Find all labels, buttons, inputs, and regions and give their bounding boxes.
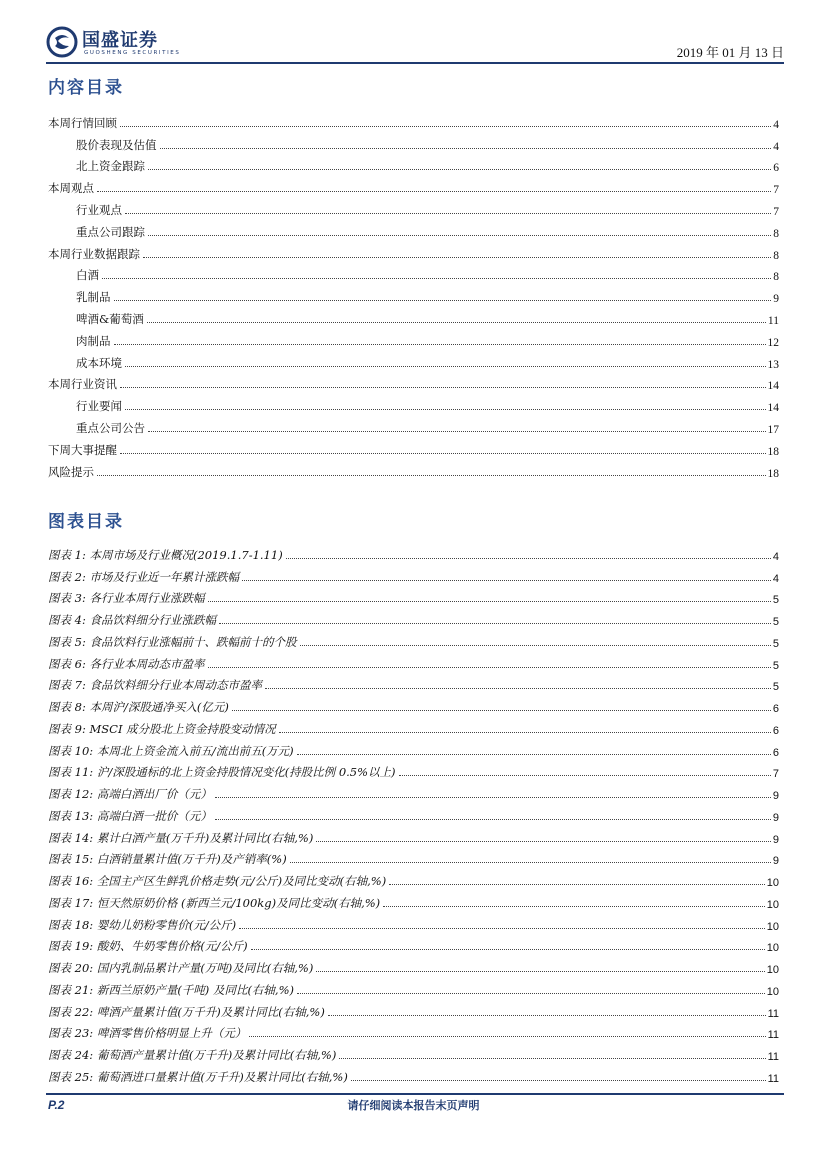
dot-leader xyxy=(125,366,766,367)
figure-entry-label: 图表 1: 本周市场及行业概况(2019.1.7-1.11) xyxy=(48,547,283,562)
toc-entry[interactable] xyxy=(48,153,779,175)
toc-entry-label: 重点公司跟踪 xyxy=(76,224,145,239)
figure-entry[interactable] xyxy=(48,693,779,715)
figure-entry-label: 图表 21: 新西兰原奶产量(千吨) 及同比(右轴,%) xyxy=(48,982,295,997)
figure-entry[interactable] xyxy=(48,715,779,737)
figure-entry[interactable] xyxy=(48,650,779,672)
dot-leader xyxy=(286,558,771,559)
toc-entry[interactable] xyxy=(48,305,779,327)
toc-entry-page: 8 xyxy=(773,249,779,262)
toc-entry[interactable] xyxy=(48,327,779,349)
dot-leader xyxy=(147,322,766,323)
figure-entry-page: 5 xyxy=(772,637,779,650)
toc-entry[interactable] xyxy=(48,414,779,436)
toc-entry[interactable] xyxy=(48,371,779,393)
toc-entry-label: 股价表现及估值 xyxy=(76,137,157,152)
toc-entry-page: 14 xyxy=(767,402,779,415)
logo-chinese-text: 国盛证券 xyxy=(82,30,158,51)
list-of-figures xyxy=(48,541,779,1085)
figure-entry-page: 10 xyxy=(766,942,779,955)
figure-entry-page: 4 xyxy=(772,572,779,585)
figure-entry-page: 10 xyxy=(766,985,779,998)
toc-entry-label: 本周观点 xyxy=(48,181,94,196)
figure-entry-page: 10 xyxy=(766,964,779,976)
toc-entry[interactable] xyxy=(48,174,779,196)
figure-entry-page: 11 xyxy=(767,1072,779,1085)
dot-leader xyxy=(208,667,771,668)
toc-entry[interactable] xyxy=(48,131,779,153)
figure-entry-label: 图表 3: 各行业本周行业涨跌幅 xyxy=(48,591,205,606)
toc-entry-page: 18 xyxy=(767,467,779,480)
dot-leader xyxy=(125,213,771,214)
dot-leader xyxy=(300,645,771,646)
figure-entry[interactable] xyxy=(48,954,779,976)
figure-entry[interactable] xyxy=(48,933,779,955)
toc-entry[interactable] xyxy=(48,218,779,240)
dot-leader xyxy=(120,453,766,454)
figure-entry-page: 6 xyxy=(772,746,779,759)
figure-entry[interactable] xyxy=(48,563,779,585)
guosheng-logo-icon xyxy=(46,26,78,58)
figure-entry-page: 9 xyxy=(772,833,779,846)
toc-entry-label: 风险提示 xyxy=(48,464,94,479)
logo-english-text: GUOSHENG SECURITIES xyxy=(84,50,181,56)
company-logo xyxy=(46,24,186,64)
toc-entry-page: 4 xyxy=(773,140,779,153)
dot-leader xyxy=(114,300,772,301)
figure-entry-page: 7 xyxy=(772,768,779,781)
toc-entry-label: 肉制品 xyxy=(76,333,111,348)
table-of-contents xyxy=(48,109,779,480)
dot-leader xyxy=(297,754,771,755)
figure-entry-page: 11 xyxy=(767,1007,779,1020)
dot-leader xyxy=(328,1015,766,1016)
toc-entry[interactable] xyxy=(48,196,779,218)
figure-entry-label: 图表 19: 酸奶、牛奶零售价格(元/公斤) xyxy=(48,939,248,954)
toc-entry[interactable] xyxy=(48,349,779,371)
figure-entry-label: 图表 20: 国内乳制品累计产量(万吨)及同比(右轴,%) xyxy=(48,961,314,975)
toc-entry-page: 17 xyxy=(767,423,779,436)
dot-leader xyxy=(339,1058,765,1059)
figure-entry[interactable] xyxy=(48,889,779,911)
toc-entry-page: 18 xyxy=(767,445,779,458)
toc-entry-label: 下周大事提醒 xyxy=(48,442,117,457)
dot-leader xyxy=(249,1036,765,1037)
disclaimer-note: 请仔细阅读本报告末页声明 xyxy=(347,1099,480,1112)
dot-leader xyxy=(160,148,772,149)
figure-entry[interactable] xyxy=(48,867,779,889)
toc-entry-label: 成本环境 xyxy=(76,355,122,370)
figure-entry-label: 图表 8: 本周沪/深股通净买入(亿元) xyxy=(48,700,229,714)
dot-leader xyxy=(351,1080,766,1081)
figure-entry-label: 图表 7: 食品饮料细分行业本周动态市盈率 xyxy=(48,678,263,693)
figure-entry[interactable] xyxy=(48,759,779,781)
toc-entry[interactable] xyxy=(48,436,779,458)
toc-entry-label: 本周行情回顾 xyxy=(48,115,117,130)
figure-entry-label: 图表 14: 累计白酒产量(万千升)及累计同比(右轴,%) xyxy=(48,830,314,845)
toc-entry-label: 乳制品 xyxy=(76,290,111,305)
dot-leader xyxy=(316,841,771,842)
figure-entry-label: 图表 6: 各行业本周动态市盈率 xyxy=(48,656,205,671)
figure-entry-label: 图表 17: 恒天然原奶价格 (新西兰元/100kg)及同比变动(右轴,%) xyxy=(48,895,381,910)
dot-leader xyxy=(97,475,766,476)
figure-entry[interactable] xyxy=(48,976,779,998)
figure-entry-page: 4 xyxy=(772,550,779,563)
toc-entry-label: 重点公司公告 xyxy=(76,420,145,435)
toc-entry-page: 9 xyxy=(773,293,779,306)
toc-entry-page: 8 xyxy=(773,227,779,240)
dot-leader xyxy=(120,126,771,127)
dot-leader xyxy=(114,344,766,345)
dot-leader xyxy=(239,928,765,929)
figure-entry[interactable] xyxy=(48,606,779,628)
dot-leader xyxy=(102,278,771,279)
figure-entry-page: 10 xyxy=(766,898,779,911)
toc-entry-label: 行业要闻 xyxy=(76,399,122,414)
toc-entry-page: 8 xyxy=(773,271,779,284)
toc-entry-page: 14 xyxy=(767,380,779,393)
dot-leader xyxy=(232,710,771,711)
toc-entry[interactable] xyxy=(48,240,779,262)
page-number: P.2 xyxy=(48,1098,65,1112)
toc-entry-label: 啤酒&葡萄酒 xyxy=(76,311,144,326)
figure-entry-label: 图表 22: 啤酒产量累计值(万千升)及累计同比(右轴,%) xyxy=(48,1004,325,1019)
footer-divider xyxy=(46,1093,784,1095)
dot-leader xyxy=(97,191,771,192)
report-date: 2019 年 01 月 13 日 xyxy=(676,45,784,60)
figure-entry[interactable] xyxy=(48,541,779,563)
figure-entry-label: 图表 9: MSCI 成分股北上资金持股变动情况 xyxy=(48,721,276,736)
figure-entry-page: 10 xyxy=(766,877,779,889)
toc-entry-label: 北上资金跟踪 xyxy=(76,159,145,174)
figure-entry-page: 11 xyxy=(767,1051,779,1063)
toc-entry-label: 行业观点 xyxy=(76,202,122,217)
dot-leader xyxy=(125,409,766,410)
dot-leader xyxy=(120,387,766,388)
dot-leader xyxy=(297,993,765,994)
dot-leader xyxy=(265,688,771,689)
figure-entry-page: 6 xyxy=(772,703,779,715)
figure-entry-page: 5 xyxy=(772,659,779,672)
dot-leader xyxy=(290,862,771,863)
figure-entry-page: 6 xyxy=(772,724,779,737)
figure-entry[interactable] xyxy=(48,672,779,694)
figure-entry-label: 图表 25: 葡萄酒进口量累计值(万千升)及累计同比(右轴,%) xyxy=(48,1069,348,1084)
figure-entry[interactable] xyxy=(48,824,779,846)
header-divider xyxy=(46,62,784,64)
dot-leader xyxy=(143,257,771,258)
toc-entry-page: 12 xyxy=(767,336,779,349)
figure-entry-page: 9 xyxy=(772,855,779,868)
figure-entry-label: 图表 16: 全国主产区生鲜乳价格走势(元/公斤)及同比变动(右轴,%) xyxy=(48,874,387,888)
figure-entry[interactable] xyxy=(48,737,779,759)
figure-entry-page: 5 xyxy=(772,616,779,628)
dot-leader xyxy=(208,601,771,602)
figure-entry-label: 图表 11: 沪/深股通标的北上资金持股情况变化(持股比例 0.5%以上) xyxy=(48,765,396,780)
figure-entry-label: 图表 23: 啤酒零售价格明显上升（元） xyxy=(48,1026,247,1041)
figure-entry-label: 图表 5: 食品饮料行业涨幅前十、跌幅前十的个股 xyxy=(48,634,297,649)
dot-leader xyxy=(242,580,771,581)
figure-entry-page: 10 xyxy=(766,920,779,933)
figure-entry-label: 图表 13: 高端白酒一批价（元） xyxy=(48,808,212,823)
dot-leader xyxy=(219,623,771,624)
dot-leader xyxy=(279,732,771,733)
figure-entry-label: 图表 2: 市场及行业近一年累计涨跌幅 xyxy=(48,569,240,584)
toc-entry-label: 本周行业资讯 xyxy=(48,377,117,392)
toc-entry-page: 6 xyxy=(773,162,779,175)
figure-entry[interactable] xyxy=(48,1041,779,1063)
figure-entry-label: 图表 12: 高端白酒出厂价（元） xyxy=(48,787,212,801)
figure-entry[interactable] xyxy=(48,780,779,802)
toc-entry-page: 7 xyxy=(773,205,779,218)
dot-leader xyxy=(215,797,771,798)
figure-entry-page: 5 xyxy=(772,594,779,607)
toc-entry-label: 白酒 xyxy=(76,268,99,283)
dot-leader xyxy=(399,775,771,776)
figure-entry[interactable] xyxy=(48,911,779,933)
dot-leader xyxy=(148,431,766,432)
figures-heading: 图表目录 xyxy=(48,512,124,532)
page-header xyxy=(46,24,784,64)
toc-entry-page: 13 xyxy=(767,358,779,371)
figure-entry[interactable] xyxy=(48,628,779,650)
figure-entry-page: 9 xyxy=(772,790,779,802)
figure-entry[interactable] xyxy=(48,802,779,824)
dot-leader xyxy=(148,169,771,170)
figure-entry-label: 图表 15: 白酒销量累计值(万千升)及产销率(%) xyxy=(48,852,287,867)
figure-entry-label: 图表 4: 食品饮料细分行业涨跌幅 xyxy=(48,613,217,627)
toc-entry[interactable] xyxy=(48,283,779,305)
toc-entry-page: 7 xyxy=(773,184,779,197)
figure-entry-page: 11 xyxy=(767,1029,779,1042)
figure-entry[interactable] xyxy=(48,846,779,868)
toc-heading: 内容目录 xyxy=(48,78,124,98)
figure-entry[interactable] xyxy=(48,585,779,607)
toc-entry-page: 11 xyxy=(767,314,779,327)
figure-entry-page: 9 xyxy=(772,811,779,824)
toc-entry-page: 4 xyxy=(773,118,779,131)
toc-entry[interactable] xyxy=(48,109,779,131)
toc-entry-label: 本周行业数据跟踪 xyxy=(48,246,140,261)
toc-entry[interactable] xyxy=(48,392,779,414)
figure-entry[interactable] xyxy=(48,1020,779,1042)
dot-leader xyxy=(383,906,765,907)
dot-leader xyxy=(148,235,771,236)
toc-entry[interactable] xyxy=(48,262,779,284)
figure-entry[interactable] xyxy=(48,1063,779,1085)
dot-leader xyxy=(251,949,765,950)
figure-entry[interactable] xyxy=(48,998,779,1020)
figure-entry-label: 图表 10: 本周北上资金流入前五/流出前五(万元) xyxy=(48,743,294,758)
dot-leader xyxy=(389,884,765,885)
figure-entry-page: 5 xyxy=(772,681,779,694)
figure-entry-label: 图表 24: 葡萄酒产量累计值(万千升)及累计同比(右轴,%) xyxy=(48,1048,337,1062)
dot-leader xyxy=(316,971,764,972)
figure-entry-label: 图表 18: 婴幼儿奶粉零售价(元/公斤) xyxy=(48,917,237,932)
toc-entry[interactable] xyxy=(48,458,779,480)
dot-leader xyxy=(215,819,771,820)
